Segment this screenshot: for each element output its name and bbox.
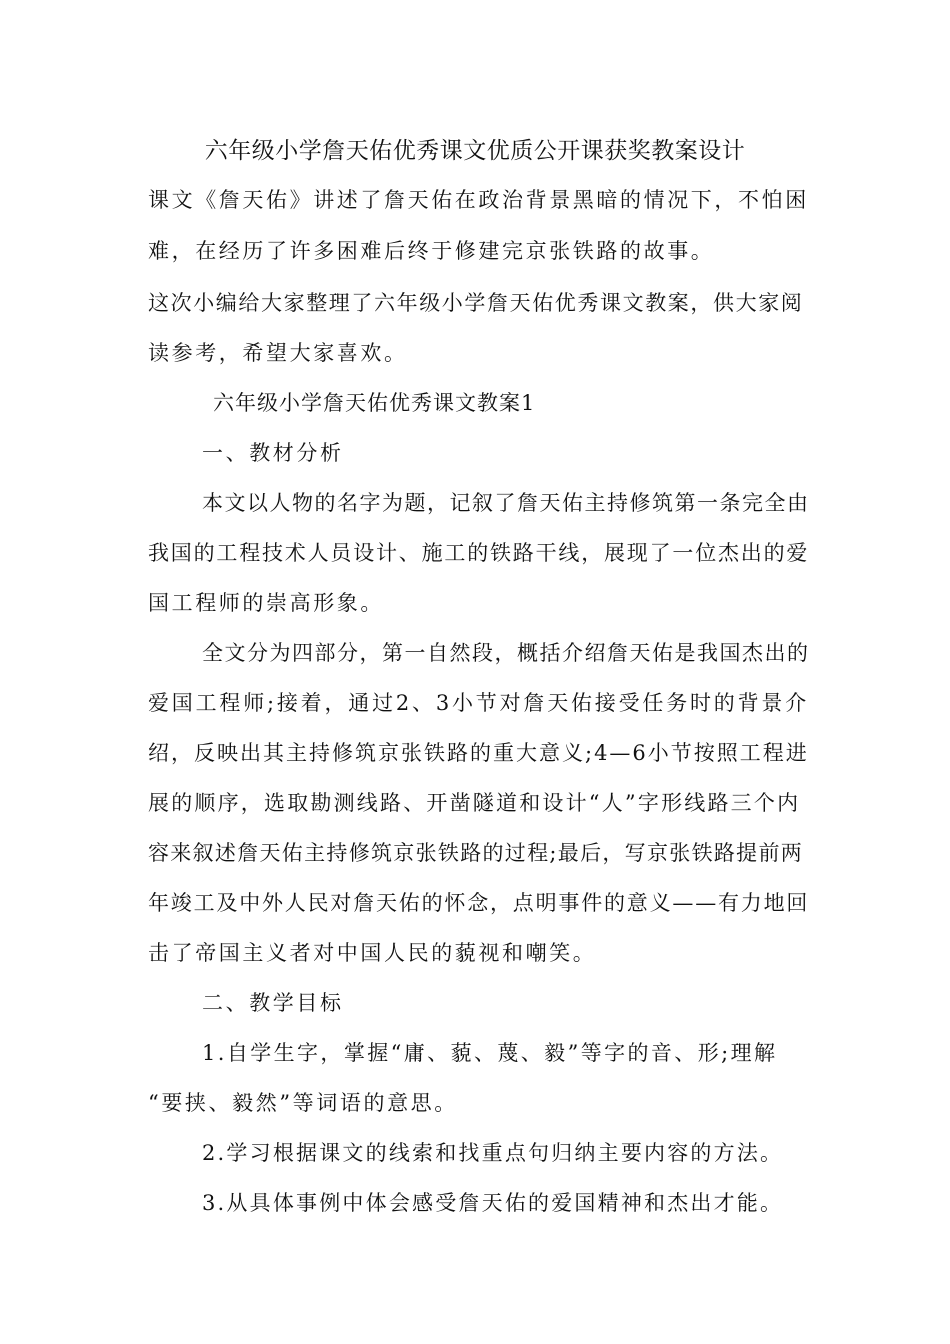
analysis-line-8: 容来叙述詹天佑主持修筑京张铁路的过程;最后，写京张铁路提前两 [148, 841, 804, 865]
analysis-line-10: 击了帝国主义者对中国人民的藐视和嘲笑。 [148, 941, 597, 965]
analysis-line-1: 本文以人物的名字为题，记叙了詹天佑主持修筑第一条完全由 [202, 491, 810, 515]
intro-line-1: 课文《詹天佑》讲述了詹天佑在政治背景黑暗的情况下，不怕困 [148, 188, 809, 212]
section-heading-1: 一、教材分析 [202, 441, 344, 465]
document-title: 六年级小学詹天佑优秀课文优质公开课获奖教案设计 [204, 138, 746, 164]
section-heading-2: 二、教学目标 [202, 991, 344, 1015]
analysis-line-4: 全文分为四部分，第一自然段，概括介绍詹天佑是我国杰出的 [202, 641, 810, 665]
analysis-line-6: 绍，反映出其主持修筑京张铁路的重大意义;4—6小节按照工程进 [148, 741, 809, 765]
objective-3: 3.从具体事例中体会感受詹天佑的爱国精神和杰出才能。 [202, 1191, 784, 1215]
analysis-line-7: 展的顺序，选取勘测线路、开凿隧道和设计“人”字形线路三个内 [148, 791, 801, 815]
analysis-line-2: 我国的工程技术人员设计、施工的铁路干线，展现了一位杰出的爱 [148, 541, 810, 565]
objective-1-line-1: 1.自学生字，掌握“庸、藐、蔑、毅”等字的音、形;理解 [202, 1041, 778, 1065]
analysis-line-3: 国工程师的崇高形象。 [148, 591, 384, 615]
intro-line-3: 这次小编给大家整理了六年级小学詹天佑优秀课文教案，供大家阅 [148, 291, 804, 315]
intro-line-2: 难，在经历了许多困难后终于修建完京张铁路的故事。 [148, 239, 715, 263]
lesson-heading: 六年级小学詹天佑优秀课文教案1 [213, 391, 536, 415]
intro-line-4: 读参考，希望大家喜欢。 [148, 341, 408, 365]
analysis-line-5: 爱国工程师;接着，通过2、3小节对詹天佑接受任务时的背景介 [148, 691, 809, 715]
objective-2: 2.学习根据课文的线索和找重点句归纳主要内容的方法。 [202, 1141, 784, 1165]
analysis-line-9: 年竣工及中外人民对詹天佑的怀念，点明事件的意义——有力地回 [148, 891, 810, 915]
objective-1-line-2: “要挟、毅然”等词语的意思。 [148, 1091, 458, 1115]
